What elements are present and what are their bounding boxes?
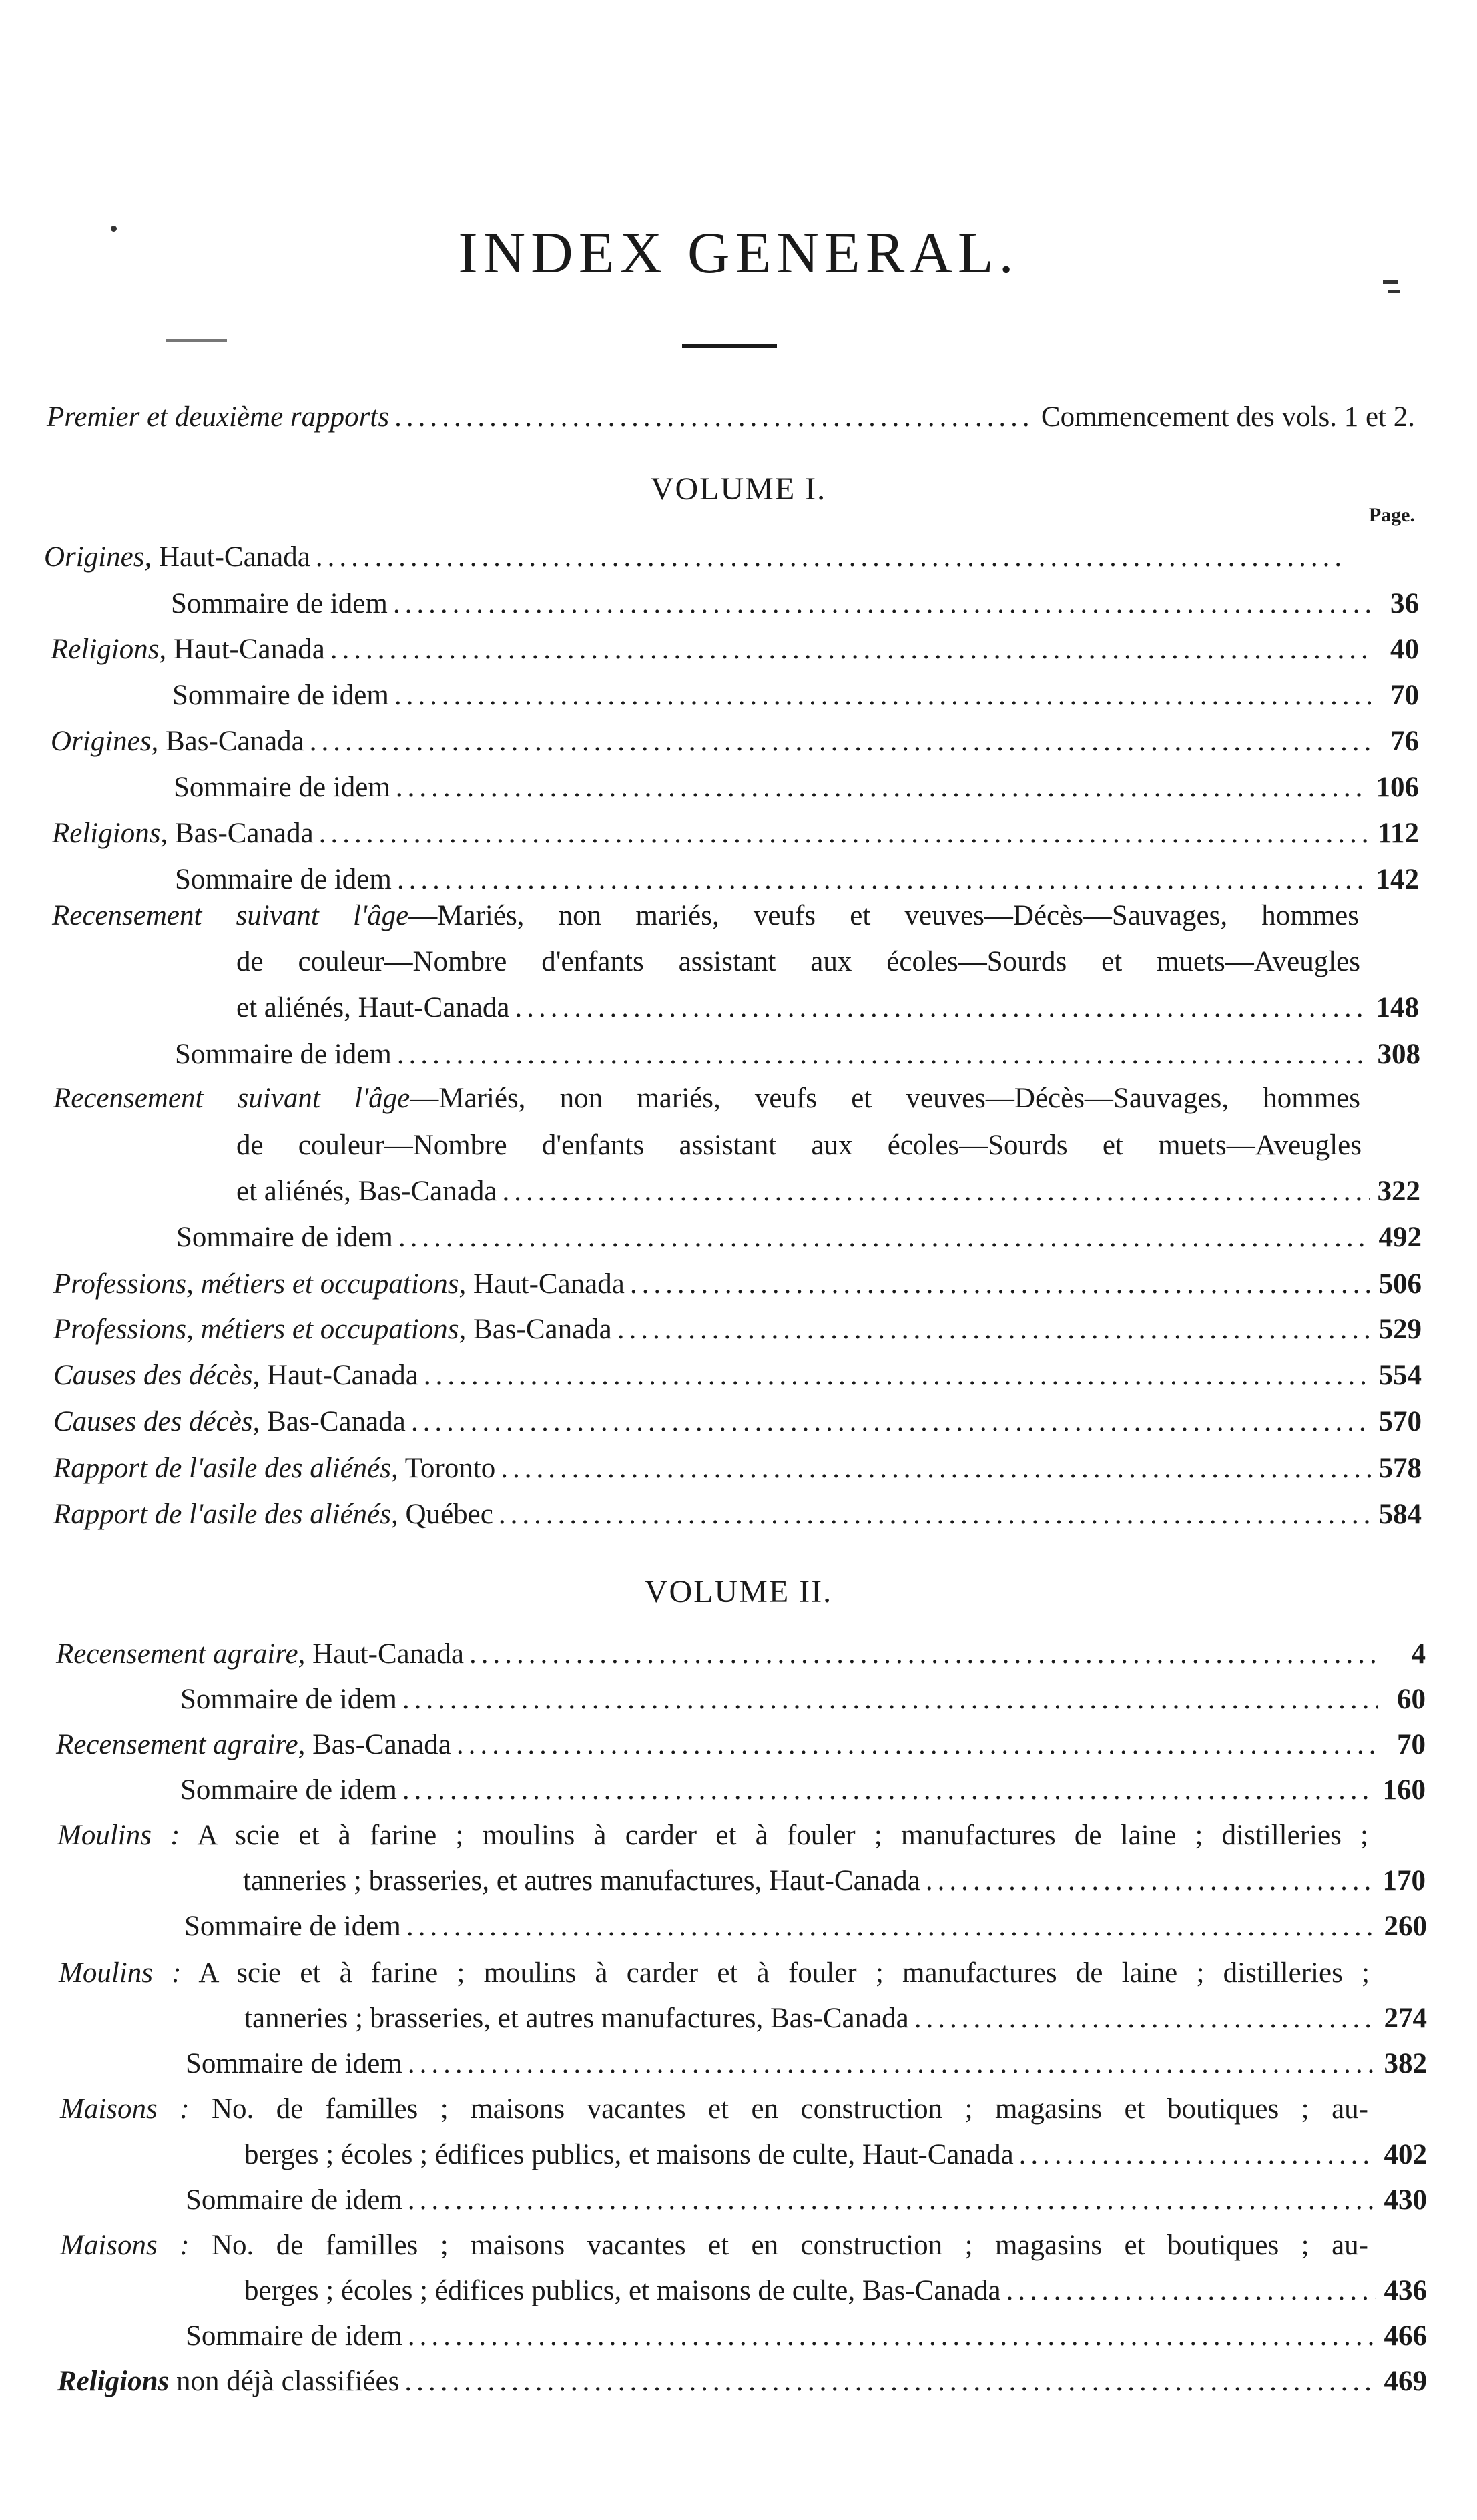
volume-1-heading: VOLUME I. <box>650 471 827 507</box>
index-entry <box>186 2316 1427 2356</box>
leader-dots <box>926 1861 1375 1901</box>
ink-speck <box>111 226 117 232</box>
entry-italic: Religions, <box>52 818 168 849</box>
entry-text: —Mariés, non mariés, veufs et veuves—Décès—Sauvages, hommes <box>408 900 1359 931</box>
entry-page: Commencement des vols. 1 et 2. <box>1041 401 1415 433</box>
entry-page: 36 <box>1390 588 1419 619</box>
entry-text: de couleur—Nombre d'enfants assistant aux écoles—Sourds et muets—Aveugles <box>236 1129 1362 1161</box>
entry-italic: Religions, <box>51 634 167 665</box>
entry-page: 60 <box>1397 1684 1426 1715</box>
index-entry <box>53 1310 1422 1350</box>
leader-dots <box>515 988 1368 1028</box>
entry-italic: Recensement suivant l'âge <box>52 900 409 931</box>
index-entry <box>56 1725 1426 1765</box>
entry-text: Sommaire de idem <box>175 864 392 895</box>
entry-text: Toronto <box>398 1453 496 1484</box>
index-entry <box>244 2135 1427 2175</box>
entry-page: 260 <box>1384 1911 1427 1942</box>
entry-page: 506 <box>1378 1268 1422 1300</box>
volume-2-heading: VOLUME II. <box>644 1574 833 1609</box>
title-rule <box>682 344 777 348</box>
index-entry <box>243 1861 1426 1901</box>
index-entry <box>57 2362 1427 2402</box>
page-title: INDEX GENERAL. <box>458 221 1019 286</box>
entry-italic: Moulins : <box>59 1957 182 1989</box>
entry-text: Sommaire de idem <box>186 2320 402 2352</box>
entry-page: 402 <box>1384 2139 1427 2170</box>
entry-page: 40 <box>1390 634 1419 665</box>
leader-dots <box>630 1264 1371 1304</box>
entry-page: 382 <box>1384 2048 1427 2079</box>
entry-text: Sommaire de idem <box>180 1774 397 1806</box>
entry-page: 160 <box>1382 1774 1426 1806</box>
entry-line <box>60 2226 1368 2266</box>
leader-dots <box>469 1634 1378 1674</box>
entry-italic: Professions, métiers et occupations, <box>53 1268 467 1300</box>
entry-text: Haut-Canada <box>166 634 325 665</box>
entry-italic: Premier et deuxième rapports <box>47 401 390 433</box>
leader-dots <box>408 2316 1376 2356</box>
ink-speck <box>1388 290 1400 293</box>
ink-speck <box>166 339 227 342</box>
entry-text: Sommaire de idem <box>186 2048 402 2079</box>
leader-dots <box>316 537 1348 577</box>
leader-dots <box>394 676 1371 716</box>
entry-page: 430 <box>1384 2184 1427 2216</box>
entry-text: Québec <box>398 1499 493 1530</box>
index-entry <box>56 1634 1426 1674</box>
entry-page: 148 <box>1376 992 1419 1023</box>
entry-italic: Maisons : <box>60 2230 190 2261</box>
entry-italic: Rapport de l'asile des aliénés, <box>53 1499 398 1530</box>
entry-text: Sommaire de idem <box>186 2184 402 2216</box>
entry-text: de couleur—Nombre d'enfants assistant aux écoles—Sourds et muets—Aveugles <box>236 946 1360 977</box>
entry-line <box>60 2089 1368 2129</box>
index-entry <box>186 2044 1427 2084</box>
entry-text: berges ; écoles ; édifices publics, et maisons de culte, Haut-Canada <box>244 2139 1014 2170</box>
leader-dots <box>398 1218 1371 1258</box>
leader-dots <box>393 584 1371 624</box>
leader-dots <box>406 1907 1376 1947</box>
page-column-label: Page. <box>1368 504 1415 526</box>
entry-line <box>59 1953 1370 1993</box>
entry-text: tanneries ; brasseries, et autres manufactures, Bas-Canada <box>244 2003 909 2034</box>
entry-italic: Recensement agraire, <box>56 1729 306 1760</box>
entry-text: Haut-Canada <box>152 541 310 573</box>
leader-dots <box>1006 2271 1376 2311</box>
entry-text: Bas-Canada <box>158 726 304 757</box>
index-entry <box>53 1264 1422 1304</box>
entry-text: Bas-Canada <box>466 1314 612 1345</box>
index-entry <box>174 768 1419 808</box>
entry-line <box>52 896 1359 936</box>
index-entry <box>175 1035 1420 1075</box>
entry-text: Sommaire de idem <box>172 680 389 711</box>
entry-page: 436 <box>1384 2275 1427 2306</box>
entry-italic: Professions, métiers et occupations, <box>53 1314 467 1345</box>
intro-entry <box>47 397 1415 437</box>
entry-text: Bas-Canada <box>305 1729 451 1760</box>
leader-dots <box>408 2044 1376 2084</box>
index-entry <box>180 1680 1426 1720</box>
entry-line <box>236 942 1360 982</box>
leader-dots <box>501 1449 1370 1489</box>
entry-text: Sommaire de idem <box>175 1039 392 1070</box>
entry-page: 554 <box>1378 1360 1422 1391</box>
leader-dots <box>402 1770 1375 1810</box>
entry-page: 308 <box>1377 1039 1420 1070</box>
entry-page: 70 <box>1390 680 1419 711</box>
entry-page: 584 <box>1378 1499 1422 1530</box>
index-entry <box>44 537 1356 577</box>
leader-dots <box>397 1035 1370 1075</box>
entry-text: No. de familles ; maisons vacantes et en construction ; magasins et boutiques ; au- <box>189 2093 1368 2125</box>
entry-text: —Mariés, non mariés, veufs et veuves—Décès—Sauvages, hommes <box>410 1083 1360 1114</box>
index-entry <box>175 860 1419 900</box>
leader-dots <box>397 860 1368 900</box>
ink-speck <box>1383 280 1398 284</box>
entry-text: Haut-Canada <box>466 1268 625 1300</box>
entry-italic: Recensement suivant l'âge <box>53 1083 410 1114</box>
entry-italic: Causes des décès, <box>53 1360 260 1391</box>
entry-page: 570 <box>1378 1406 1422 1437</box>
entry-line <box>236 1125 1362 1166</box>
entry-text: tanneries ; brasseries, et autres manufactures, Haut-Canada <box>243 1865 920 1897</box>
entry-text: Bas-Canada <box>260 1406 406 1437</box>
entry-page: 4 <box>1411 1638 1426 1670</box>
entry-label <box>47 397 389 437</box>
entry-text: Haut-Canada <box>305 1638 464 1670</box>
entry-page: 142 <box>1376 864 1419 895</box>
index-entry <box>244 2271 1427 2311</box>
leader-dots <box>499 1495 1371 1535</box>
index-entry <box>176 1218 1422 1258</box>
index-entry <box>53 1495 1422 1535</box>
entry-text: Sommaire de idem <box>176 1222 393 1253</box>
entry-page: 274 <box>1384 2003 1427 2034</box>
leader-dots <box>1019 2135 1376 2175</box>
leader-dots <box>408 2180 1376 2220</box>
leader-dots <box>617 1310 1371 1350</box>
entry-line <box>57 1816 1368 1856</box>
entry-text: berges ; écoles ; édifices publics, et maisons de culte, Bas-Canada <box>244 2275 1001 2306</box>
leader-dots <box>424 1356 1371 1396</box>
index-entry <box>53 1356 1422 1396</box>
leader-dots <box>319 814 1370 854</box>
entry-text: A scie et à farine ; moulins à carder et à fouler ; manufactures de laine ; distilleries ; <box>181 1957 1370 1989</box>
entry-text: Sommaire de idem <box>174 772 390 803</box>
index-entry <box>53 1402 1422 1442</box>
leader-dots <box>402 1680 1378 1720</box>
index-entry <box>184 1907 1427 1947</box>
entry-text: Sommaire de idem <box>184 1911 401 1942</box>
index-entry <box>180 1770 1426 1810</box>
entry-italic: Moulins : <box>57 1820 180 1851</box>
index-entry <box>51 722 1419 762</box>
index-entry <box>51 629 1419 670</box>
index-entry <box>52 814 1419 854</box>
leader-dots <box>502 1172 1369 1212</box>
index-entry <box>53 1449 1422 1489</box>
entry-text: No. de familles ; maisons vacantes et en construction ; magasins et boutiques ; au- <box>189 2230 1368 2261</box>
index-entry <box>172 676 1419 716</box>
entry-page: 578 <box>1378 1453 1422 1484</box>
entry-italic: Rapport de l'asile des aliénés, <box>53 1453 398 1484</box>
leader-dots <box>310 722 1371 762</box>
entry-page: 170 <box>1382 1865 1426 1897</box>
entry-text: et aliénés, Bas-Canada <box>236 1176 497 1207</box>
entry-italic: Religions <box>57 2366 170 2397</box>
entry-italic: Origines, <box>44 541 152 573</box>
index-entry <box>244 1999 1427 2039</box>
entry-page: 466 <box>1384 2320 1427 2352</box>
entry-page: 106 <box>1376 772 1419 803</box>
entry-page: 492 <box>1378 1222 1422 1253</box>
leader-dots <box>330 629 1371 670</box>
entry-text: et aliénés, Haut-Canada <box>236 992 510 1023</box>
leader-dots <box>404 2362 1376 2402</box>
entry-italic: Maisons : <box>60 2093 190 2125</box>
entry-page: 529 <box>1378 1314 1422 1345</box>
entry-text: Sommaire de idem <box>180 1684 397 1715</box>
leader-dots <box>394 397 1033 437</box>
entry-line <box>53 1079 1360 1119</box>
entry-text: A scie et à farine ; moulins à carder et à fouler ; manufactures de laine ; distilleries ; <box>180 1820 1368 1851</box>
entry-text: Bas-Canada <box>168 818 314 849</box>
entry-italic: Origines, <box>51 726 159 757</box>
index-entry <box>171 584 1419 624</box>
entry-text: Sommaire de idem <box>171 588 388 619</box>
entry-page: 76 <box>1390 726 1419 757</box>
entry-page: 112 <box>1377 818 1419 849</box>
leader-dots <box>457 1725 1378 1765</box>
entry-italic: Recensement agraire, <box>56 1638 306 1670</box>
entry-page: 322 <box>1377 1176 1420 1207</box>
index-entry <box>186 2180 1427 2220</box>
entry-page: 70 <box>1397 1729 1426 1760</box>
entry-page: 469 <box>1384 2366 1427 2397</box>
entry-italic: Causes des décès, <box>53 1406 260 1437</box>
leader-dots <box>914 1999 1376 2039</box>
index-entry <box>236 1172 1420 1212</box>
leader-dots <box>396 768 1368 808</box>
leader-dots <box>411 1402 1371 1442</box>
entry-text: non déjà classifiées <box>169 2366 400 2397</box>
entry-text: Haut-Canada <box>260 1360 418 1391</box>
index-entry <box>236 988 1419 1028</box>
